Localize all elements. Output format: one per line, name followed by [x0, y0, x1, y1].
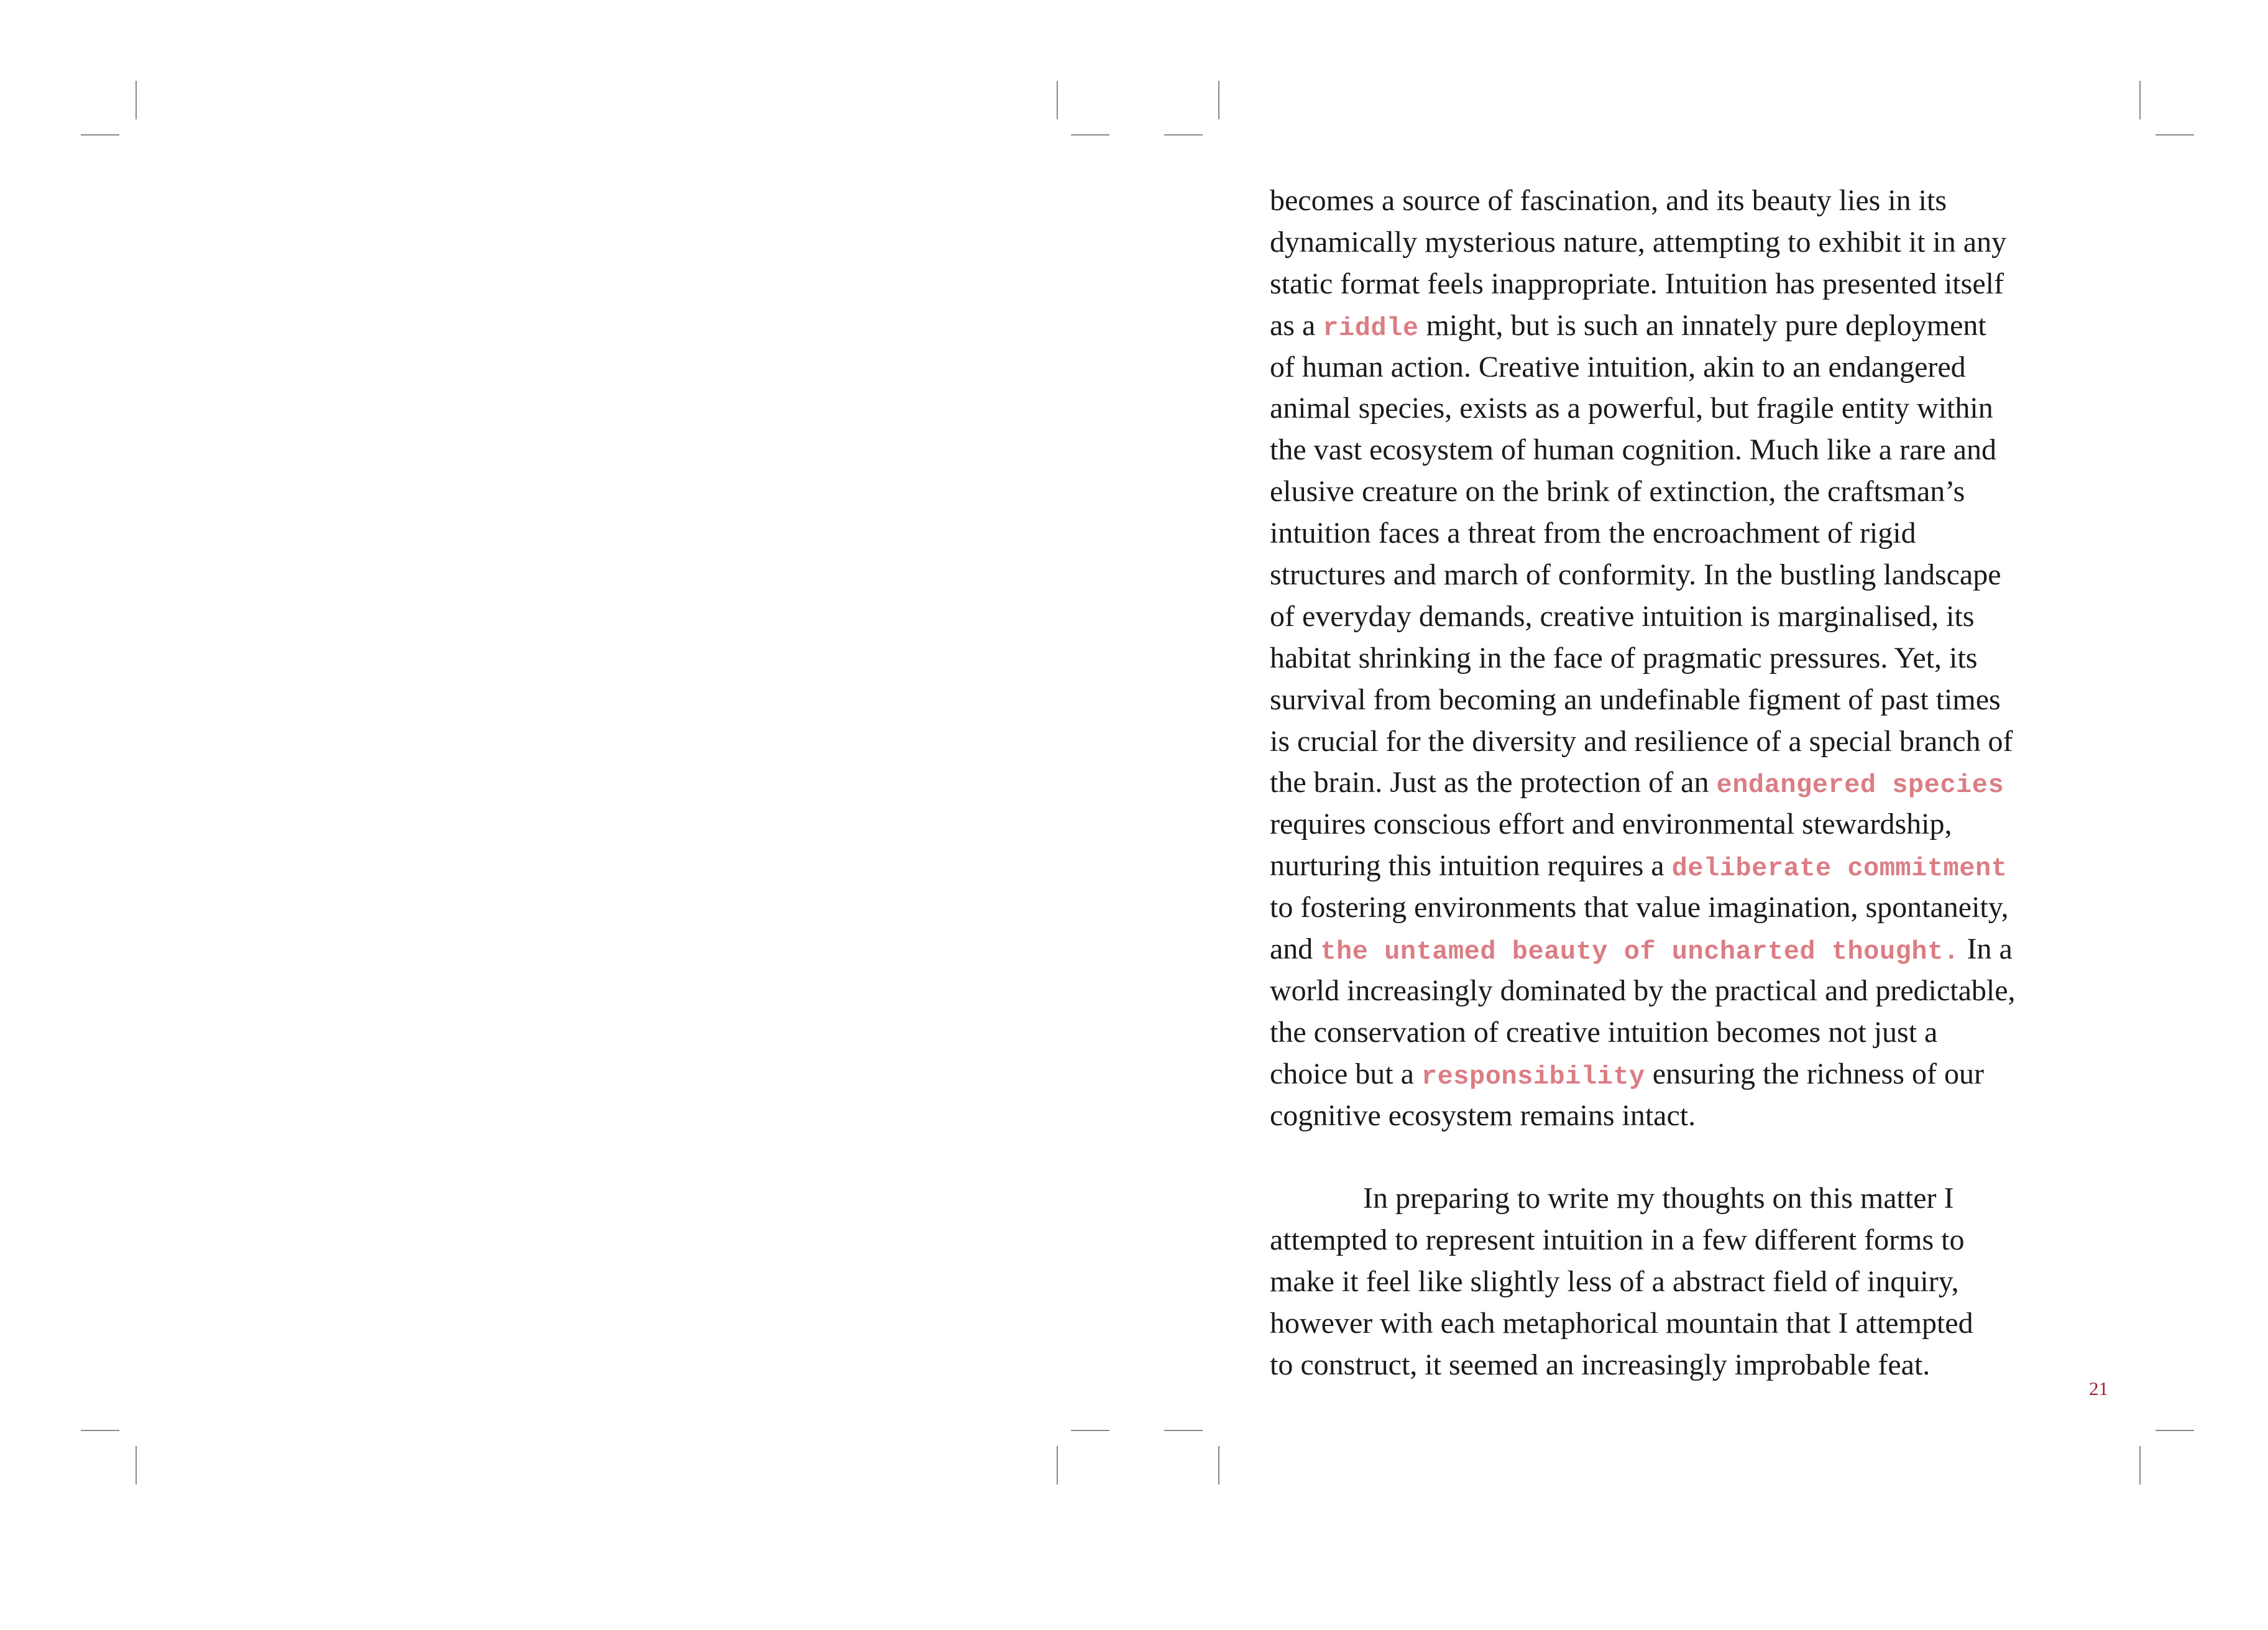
crop-mark-right-bottom-vertical [2139, 1446, 2141, 1485]
text-segment: and [1270, 932, 1321, 966]
text-line: habitat shrinking in the face of pragmatic pressures. Yet, its [1270, 641, 1978, 675]
text-line: structures and march of conformity. In the bustling landscape [1270, 558, 2001, 592]
text-line [1270, 1054, 2103, 1095]
text-line: dynamically mysterious nature, attempting to exhibit it in any [1270, 225, 2007, 259]
crop-mark-left-top-horizontal [81, 134, 119, 136]
text-line [1270, 305, 2103, 347]
typewriter-highlight-responsibility: responsibility [1421, 1061, 1645, 1092]
text-line: to construct, it seemed an increasingly improbable feat. [1270, 1348, 1931, 1381]
crop-mark-left-bottom-vertical [135, 1446, 137, 1485]
text-line: the vast ecosystem of human cognition. Much like a rare and [1270, 433, 1996, 467]
text-segment: as a [1270, 308, 1323, 342]
text-line: static format feels inappropriate. Intuition has presented itself [1270, 267, 2004, 300]
text-line: requires conscious effort and environmental stewardship, [1270, 808, 1952, 841]
typewriter-highlight-untamed-beauty: the untamed beauty of uncharted thought. [1320, 937, 1960, 967]
text-line [1270, 762, 2103, 804]
text-line: becomes a source of fascination, and its beauty lies in its [1270, 184, 1947, 217]
text-segment: In a [1959, 932, 2013, 966]
text-line: intuition faces a threat from the encroachment of rigid [1270, 517, 1916, 550]
text-segment: the brain. Just as the protection of an [1270, 766, 1717, 799]
crop-mark-left-topright-vertical [1057, 81, 1058, 119]
crop-mark-right-bottomleft-horizontal [1164, 1430, 1203, 1431]
text-line: elusive creature on the brink of extinction, the craftsman’s [1270, 475, 1965, 509]
crop-mark-right-bottomleft-vertical [1218, 1446, 1219, 1485]
typewriter-highlight-riddle: riddle [1323, 313, 1419, 343]
text-line: animal species, exists as a powerful, but fragile entity within [1270, 392, 1993, 425]
right-page-body-text [1270, 180, 2103, 1386]
crop-mark-right-topleft-horizontal [1164, 134, 1203, 136]
text-line: In preparing to write my thoughts on this matter I [1363, 1182, 1954, 1215]
text-segment: choice but a [1270, 1057, 1421, 1090]
text-line: attempted to represent intuition in a few different forms to [1270, 1223, 1965, 1257]
text-segment: might, but is such an innately pure deployment [1418, 308, 1986, 342]
text-line [1270, 845, 2103, 887]
text-segment: nurturing this intuition requires a [1270, 849, 1672, 883]
text-line: however with each metaphorical mountain that I attempted [1270, 1307, 1973, 1340]
text-line: world increasingly dominated by the practical and predictable, [1270, 974, 2016, 1007]
text-line: of everyday demands, creative intuition is marginalised, its [1270, 599, 1975, 633]
crop-mark-left-bottom-horizontal [81, 1430, 119, 1431]
text-line: is crucial for the diversity and resilience of a special branch of [1270, 724, 2013, 758]
typewriter-highlight-endangered-species: endangered species [1716, 770, 2004, 801]
crop-mark-left-topright-horizontal [1071, 134, 1109, 136]
text-segment: ensuring the richness of our [1645, 1057, 1984, 1090]
crop-mark-left-bottomright-horizontal [1071, 1430, 1109, 1431]
text-line: survival from becoming an undefinable figment of past times [1270, 683, 2001, 716]
crop-mark-left-bottomright-vertical [1057, 1446, 1058, 1485]
crop-mark-right-top-horizontal [2156, 134, 2194, 136]
crop-mark-right-topleft-vertical [1218, 81, 1219, 119]
crop-mark-right-top-vertical [2139, 81, 2141, 119]
paragraph-1 [1270, 180, 2103, 1136]
page-number: 21 [2089, 1378, 2108, 1399]
paragraph-2 [1270, 1178, 2103, 1386]
text-line: the conservation of creative intuition becomes not just a [1270, 1015, 1938, 1049]
crop-mark-left-top-vertical [135, 81, 137, 119]
text-line: make it feel like slightly less of a abstract field of inquiry, [1270, 1265, 1959, 1299]
paragraph-gap [1270, 1136, 2103, 1178]
text-line [1270, 929, 2103, 970]
text-line: of human action. Creative intuition, akin to an endangered [1270, 350, 1966, 384]
text-line: to fostering environments that value imagination, spontaneity, [1270, 891, 2009, 924]
crop-mark-right-bottom-horizontal [2156, 1430, 2194, 1431]
text-line: cognitive ecosystem remains intact. [1270, 1098, 1696, 1132]
typewriter-highlight-deliberate-commitment: deliberate commitment [1671, 854, 2008, 884]
